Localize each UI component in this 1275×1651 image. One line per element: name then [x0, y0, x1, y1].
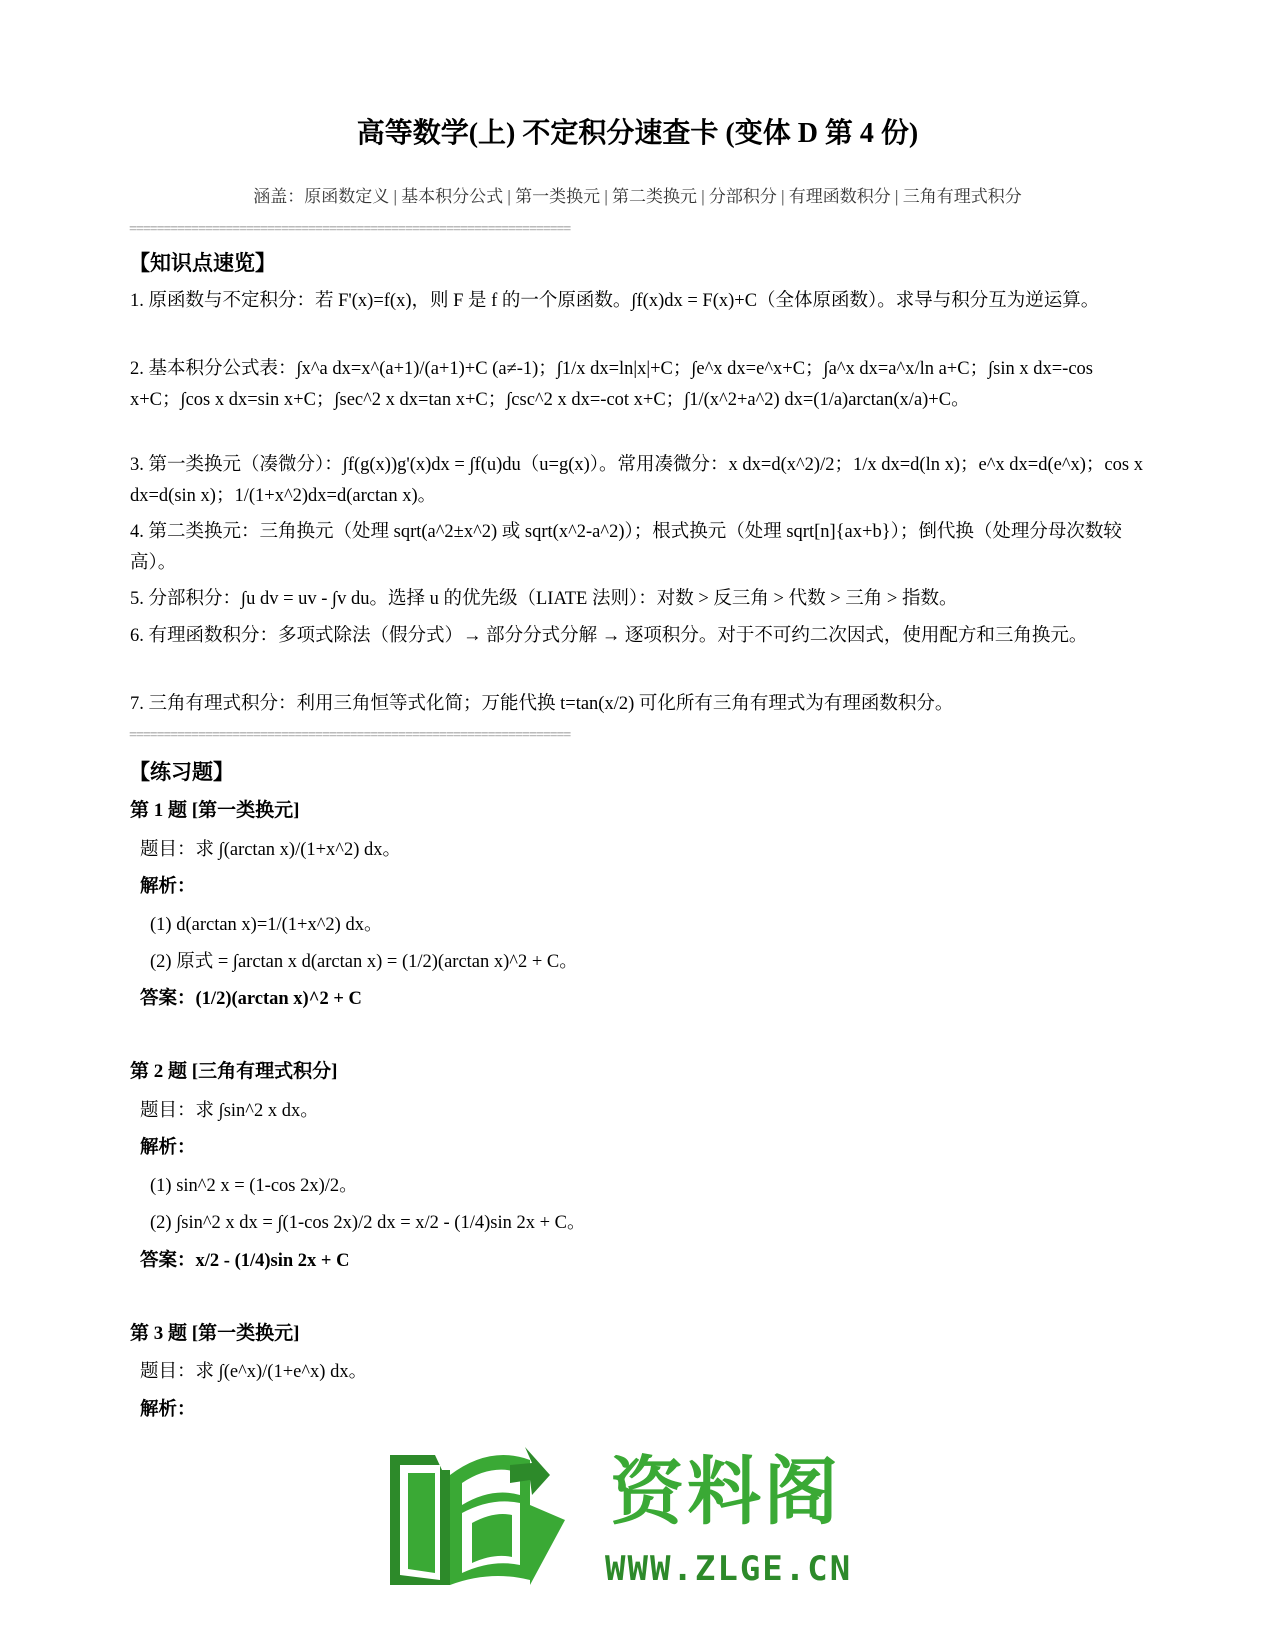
question-2-title: 第 2 题 [三角有理式积分]	[130, 1061, 338, 1082]
knowledge-item-2: 2. 基本积分公式表：∫x^a dx=x^(a+1)/(a+1)+C (a≠-1)；∫1/x dx=ln|x|+C；∫e^x dx=e^x+C；∫a^x dx=a^x/ln a+C；∫sin x dx=-cos x+C；∫cos x dx=sin x+C；∫sec^2 x dx=tan x+C；∫csc^2 x dx=-cot x+C；∫1/(x^2+a^2) dx=(1/a)arctan(x/a)+C。	[130, 359, 1093, 410]
exercises-heading: 【练习题】	[129, 760, 234, 784]
knowledge-item-7: 7. 三角有理式积分：利用三角恒等式化简；万能代换 t=tan(x/2) 可化所有三角有理式为有理函数积分。	[130, 694, 954, 714]
knowledge-item-6: 6. 有理函数积分：多项式除法（假分式）→ 部分分式分解 → 逐项积分。对于不可约二次因式，使用配方和三角换元。	[130, 626, 1088, 646]
divider-middle: ================================================================	[129, 728, 571, 743]
question-1-analysis-label: 解析：	[140, 877, 196, 897]
knowledge-item-3: 3. 第一类换元（凑微分）：∫f(g(x))g'(x)dx = ∫f(u)du（u=g(x)）。常用凑微分：x dx=d(x^2)/2；1/x dx=d(ln x)；e^x dx=d(e^x)；cos x dx=d(sin x)；1/(1+x^2)dx=d(arctan x)。	[130, 455, 1143, 506]
question-3-title: 第 3 题 [第一类换元]	[130, 1323, 300, 1344]
answer-label: 答案：	[140, 1251, 196, 1271]
watermark-logo	[400, 1445, 870, 1615]
question-1-step-2: (2) 原式 = ∫arctan x d(arctan x) = (1/2)(arctan x)^2 + C。	[150, 952, 578, 972]
question-2-step-1: (1) sin^2 x = (1-cos 2x)/2。	[150, 1176, 358, 1196]
page-title: 高等数学(上) 不定积分速查卡 (变体 D 第 4 份)	[356, 118, 919, 149]
knowledge-heading: 【知识点速览】	[129, 251, 276, 275]
question-2-answer	[140, 1247, 349, 1275]
question-1-title: 第 1 题 [第一类换元]	[130, 800, 300, 821]
question-3-analysis-label: 解析：	[140, 1400, 196, 1420]
question-3-problem: 题目：求 ∫(e^x)/(1+e^x) dx。	[140, 1362, 368, 1382]
question-2-step-2: (2) ∫sin^2 x dx = ∫(1-cos 2x)/2 dx = x/2 - (1/4)sin 2x + C。	[150, 1213, 586, 1233]
question-2-problem: 题目：求 ∫sin^2 x dx。	[140, 1101, 319, 1121]
knowledge-item-4: 4. 第二类换元：三角换元（处理 sqrt(a^2±x^2) 或 sqrt(x^2-a^2)）；根式换元（处理 sqrt[n]{ax+b}）；倒代换（处理分母次数较高）。	[130, 522, 1122, 573]
knowledge-item-1: 1. 原函数与不定积分：若 F'(x)=f(x)，则 F 是 f 的一个原函数。∫f(x)dx = F(x)+C（全体原函数）。求导与积分互为逆运算。	[130, 291, 1100, 311]
question-1-problem: 题目：求 ∫(arctan x)/(1+x^2) dx。	[140, 840, 402, 860]
watermark-name: 资料阁	[610, 1449, 841, 1535]
answer-value: (1/2)(arctan x)^2 + C	[195, 989, 362, 1009]
question-1-step-1: (1) d(arctan x)=1/(1+x^2) dx。	[150, 915, 383, 935]
page-subtitle: 涵盖：原函数定义 | 基本积分公式 | 第一类换元 | 第二类换元 | 分部积分 | 有理函数积分 | 三角有理式积分	[253, 187, 1022, 206]
answer-label: 答案：	[140, 989, 196, 1009]
watermark-url: WWW.ZLGE.CN	[605, 1549, 853, 1589]
book-folder-icon	[380, 1435, 580, 1595]
knowledge-item-5: 5. 分部积分：∫u dv = uv - ∫v du。选择 u 的优先级（LIATE 法则）：对数 > 反三角 > 代数 > 三角 > 指数。	[130, 589, 958, 609]
answer-value: x/2 - (1/4)sin 2x + C	[195, 1251, 350, 1271]
question-1-answer	[140, 985, 362, 1013]
divider-top: ================================================================	[129, 222, 571, 237]
question-2-analysis-label: 解析：	[140, 1138, 196, 1158]
